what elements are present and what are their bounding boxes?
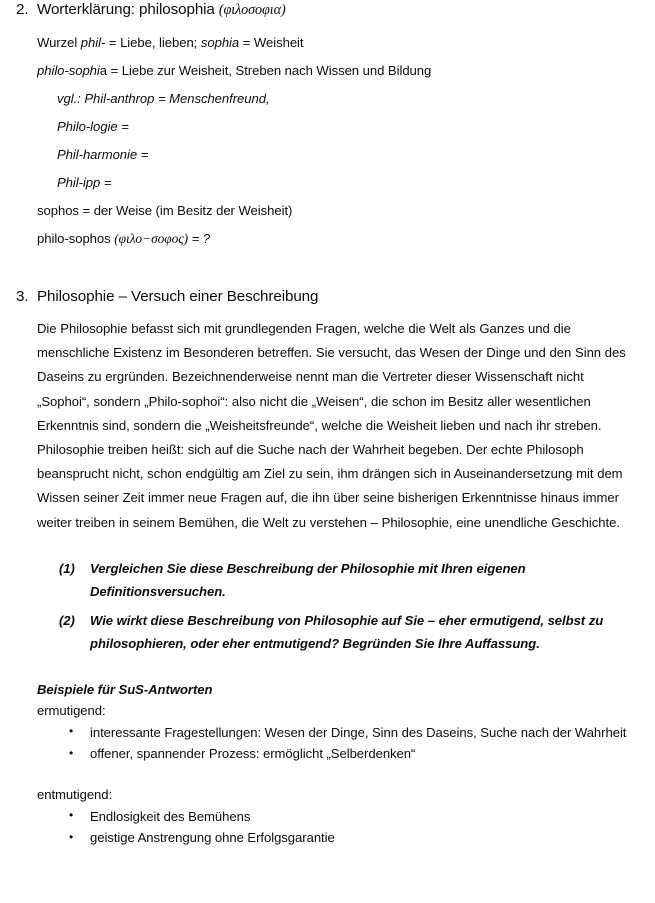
wurzel-italic-sophia: sophia bbox=[200, 35, 240, 50]
wurzel-suffix: = Weisheit bbox=[239, 35, 304, 50]
bullet-icon: • bbox=[69, 724, 74, 739]
spacer bbox=[0, 655, 655, 679]
section-2-number: 2. bbox=[16, 1, 29, 18]
wurzel-italic-phil: phil- bbox=[80, 35, 106, 50]
line-philo-sophos bbox=[0, 225, 655, 253]
example-philologie: Philo-logie = bbox=[57, 119, 129, 134]
question-1-text: Vergleichen Sie diese Beschreibung der Philosophie mit Ihren eigenen Definitionsversuchen. bbox=[90, 560, 526, 599]
bullet-icon: • bbox=[69, 745, 74, 760]
philo-sophos-greek: (φιλο−σοφος) bbox=[114, 231, 189, 246]
question-2-text: Wie wirkt diese Beschreibung von Philosophie auf Sie – eher ermutigend, selbst zu philosophieren, oder eher entmutigend? Begründen Sie Ihre Auffassung. bbox=[90, 612, 604, 651]
spacer bbox=[0, 253, 655, 287]
question-1-number: (1) bbox=[59, 560, 75, 576]
section-2-heading bbox=[0, 0, 655, 20]
bullet-icon: • bbox=[69, 808, 74, 823]
category-label-entmutigend: entmutigend: bbox=[37, 786, 113, 802]
example-philharmonie: Phil-harmonie = bbox=[57, 147, 149, 162]
philosophia-italic: philo-sophi bbox=[37, 63, 100, 78]
line-philosophia bbox=[0, 57, 655, 85]
list-item-text: interessante Fragestellungen: Wesen der Dinge, Sinn des Daseins, Suche nach der Wahrheit bbox=[90, 724, 627, 740]
list-item bbox=[0, 743, 655, 765]
section-worterklaerung bbox=[0, 0, 655, 253]
section-3-heading bbox=[0, 287, 655, 307]
question-1 bbox=[0, 557, 655, 603]
answers-title: Beispiele für SuS-Antworten bbox=[37, 681, 213, 697]
section-2-heading-text: Worterklärung: philosophia bbox=[37, 1, 219, 18]
description-paragraph: Die Philosophie befasst sich mit grundlegenden Fragen, welche die Welt als Ganzes und die menschliche Existenz im Besonderen betreffen. Sie versucht, das Wesen der Dinge und den Sinn des Daseins zu ergründen. Bezeichnenderweise nennt man die Vertreter dieser Wissenschaft nicht „Sophoi“, sondern „Philo-sophoi“: also nicht die „Weisen“, die schon im Besitz aller wesentlichen Erkenntnis sind, sondern die „Weisheitsfreunde“, welche die Weisheit lieben und nach ihr streben. Philosophie treiben heißt: sich auf die Suche nach der Wahrheit begeben. Der echte Philosoph beansprucht nicht, schon endgültig am Ziel zu sein, ihm drängen sich in Auseinandersetzung mit dem Wissen seiner Zeit immer neue Fragen auf, die ihn über seine bisherigen Erkenntnisse hinaus immer weiter treiben in seinem Bemühen, die Welt zu verstehen – Philosophie, eine unendliche Geschichte. bbox=[37, 321, 626, 530]
spacer bbox=[0, 20, 655, 29]
section-beschreibung bbox=[0, 287, 655, 849]
philo-sophos-suffix: = ? bbox=[188, 231, 211, 246]
line-wurzel bbox=[0, 29, 655, 57]
list-item bbox=[0, 722, 655, 744]
category-label-ermutigend: ermutigend: bbox=[37, 702, 106, 718]
list-item bbox=[0, 827, 655, 849]
question-2-number: (2) bbox=[59, 612, 75, 628]
list-item-text: offener, spannender Prozess: ermöglicht „Selberdenken“ bbox=[90, 746, 416, 762]
philosophia-rest: a = Liebe zur Weisheit, Streben nach Wissen und Bildung bbox=[99, 63, 432, 78]
spacer bbox=[0, 765, 655, 784]
list-item-text: geistige Anstrengung ohne Erfolgsgarantie bbox=[90, 830, 335, 846]
example-philipp: Phil-ipp = bbox=[57, 175, 112, 190]
spacer bbox=[0, 535, 655, 557]
philo-sophos-prefix: philo-sophos bbox=[37, 231, 115, 246]
bullet-icon: • bbox=[69, 829, 74, 844]
list-item-text: Endlosigkeit des Bemühens bbox=[90, 808, 251, 824]
line-sophos: sophos = der Weise (im Besitz der Weisheit) bbox=[37, 203, 293, 218]
wurzel-prefix: Wurzel bbox=[37, 35, 81, 50]
list-item bbox=[0, 806, 655, 828]
spacer bbox=[0, 307, 655, 317]
section-2-heading-greek: (φιλοσοφια) bbox=[218, 2, 286, 18]
example-vgl-anthrop: vgl.: Phil-anthrop = Menschenfreund, bbox=[57, 91, 270, 106]
section-3-heading-text: Philosophie – Versuch einer Beschreibung bbox=[37, 288, 319, 305]
section-3-number: 3. bbox=[16, 288, 29, 305]
question-2 bbox=[0, 609, 655, 655]
wurzel-mid: = Liebe, lieben; bbox=[105, 35, 201, 50]
